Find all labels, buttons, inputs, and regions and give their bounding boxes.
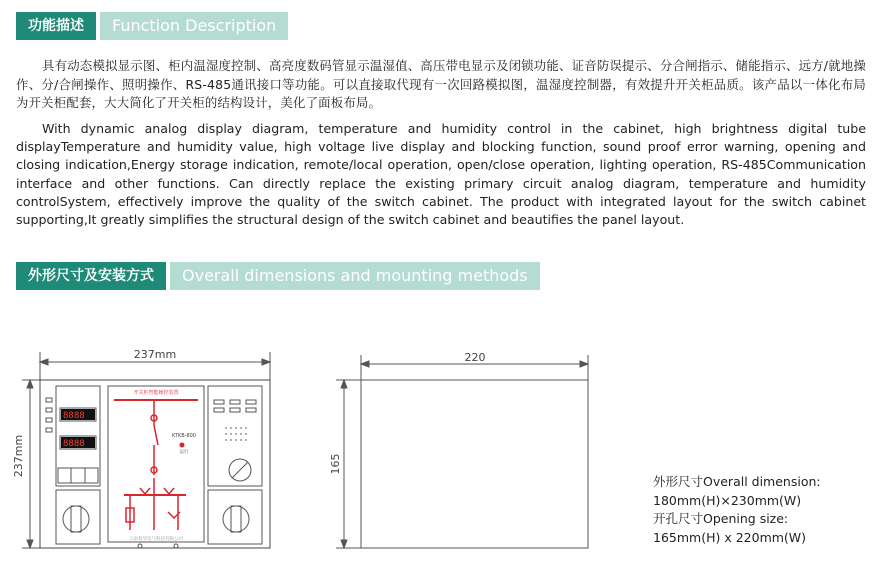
- cutout-width-label: 220: [464, 351, 486, 364]
- opening-size-value: 165mm(H) x 220mm(W): [653, 529, 807, 545]
- device-panel-title: 开关柜智能操控装置: [133, 390, 179, 396]
- dimensions-title-cn: 外形尺寸及安装方式: [16, 262, 166, 290]
- description-english-text: With dynamic analog display diagram, temperature and humidity control in the cabinet, high brightness digital tube displayTemperature and humidity value, high voltage live display and blocking function, sound proof error warning, opening and closing indication,Energy storage indication, remote/local operation, open/close operation, lighting operation, RS-485Communication interface and other functions. Can directly replace the existing primary circuit analog diagram, temperature and humidity controlSystem, effectively improve the quality of the switch cabinet. The product with integrated layout for the switch cabinet supporting,It greatly simplifies the structural design of the switch cabinet and beautifies the panel layout.: [16, 121, 866, 228]
- dimension-notes: [653, 473, 821, 547]
- svg-text:8888: 8888: [63, 439, 85, 449]
- dimensions-title-en: Overall dimensions and mounting methods: [170, 262, 540, 290]
- description-chinese-text: 具有动态模拟显示图、柜内温湿度控制、高亮度数码管显示温湿值、高压带电显示及闭锁功能、证音防误提示、分合闸指示、储能指示、远方/就地操作、分/合闸操作、照明操作、RS-485通讯接口等功能。可以直接取代现有一次回路模拟图，温湿度控制器，有效提升开关柜品质。该产品以一体化布局为开关柜配套，大大简化了开关柜的结构设计，美化了面板布局。: [16, 58, 866, 110]
- device-model-label: KTKB-800: [171, 433, 197, 439]
- run-indicator-led: [180, 443, 185, 448]
- digital-displays: [61, 409, 95, 449]
- device-status-label: 运行: [179, 450, 189, 455]
- device-height-label: 237mm: [12, 434, 25, 478]
- device-width-label: 237mm: [133, 348, 177, 361]
- opening-size-label: 开孔尺寸Opening size:: [653, 511, 789, 526]
- function-description-title-en: Function Description: [100, 12, 288, 40]
- overall-dimension-value: 180mm(H)×230mm(W): [653, 492, 802, 508]
- svg-text:8888: 8888: [63, 411, 85, 421]
- cutout-drawing: [336, 355, 588, 548]
- overall-dimension-label: 外形尺寸Overall dimension:: [653, 474, 821, 489]
- single-line-diagram: [114, 400, 198, 530]
- device-bottom-label: 云南普华电气科技有限公司: [129, 537, 183, 542]
- cutout-height-label: 165: [329, 453, 342, 475]
- indicator-dot-grid: [225, 427, 247, 441]
- device-front-drawing: [22, 352, 270, 548]
- function-description-title-cn: 功能描述: [16, 12, 96, 40]
